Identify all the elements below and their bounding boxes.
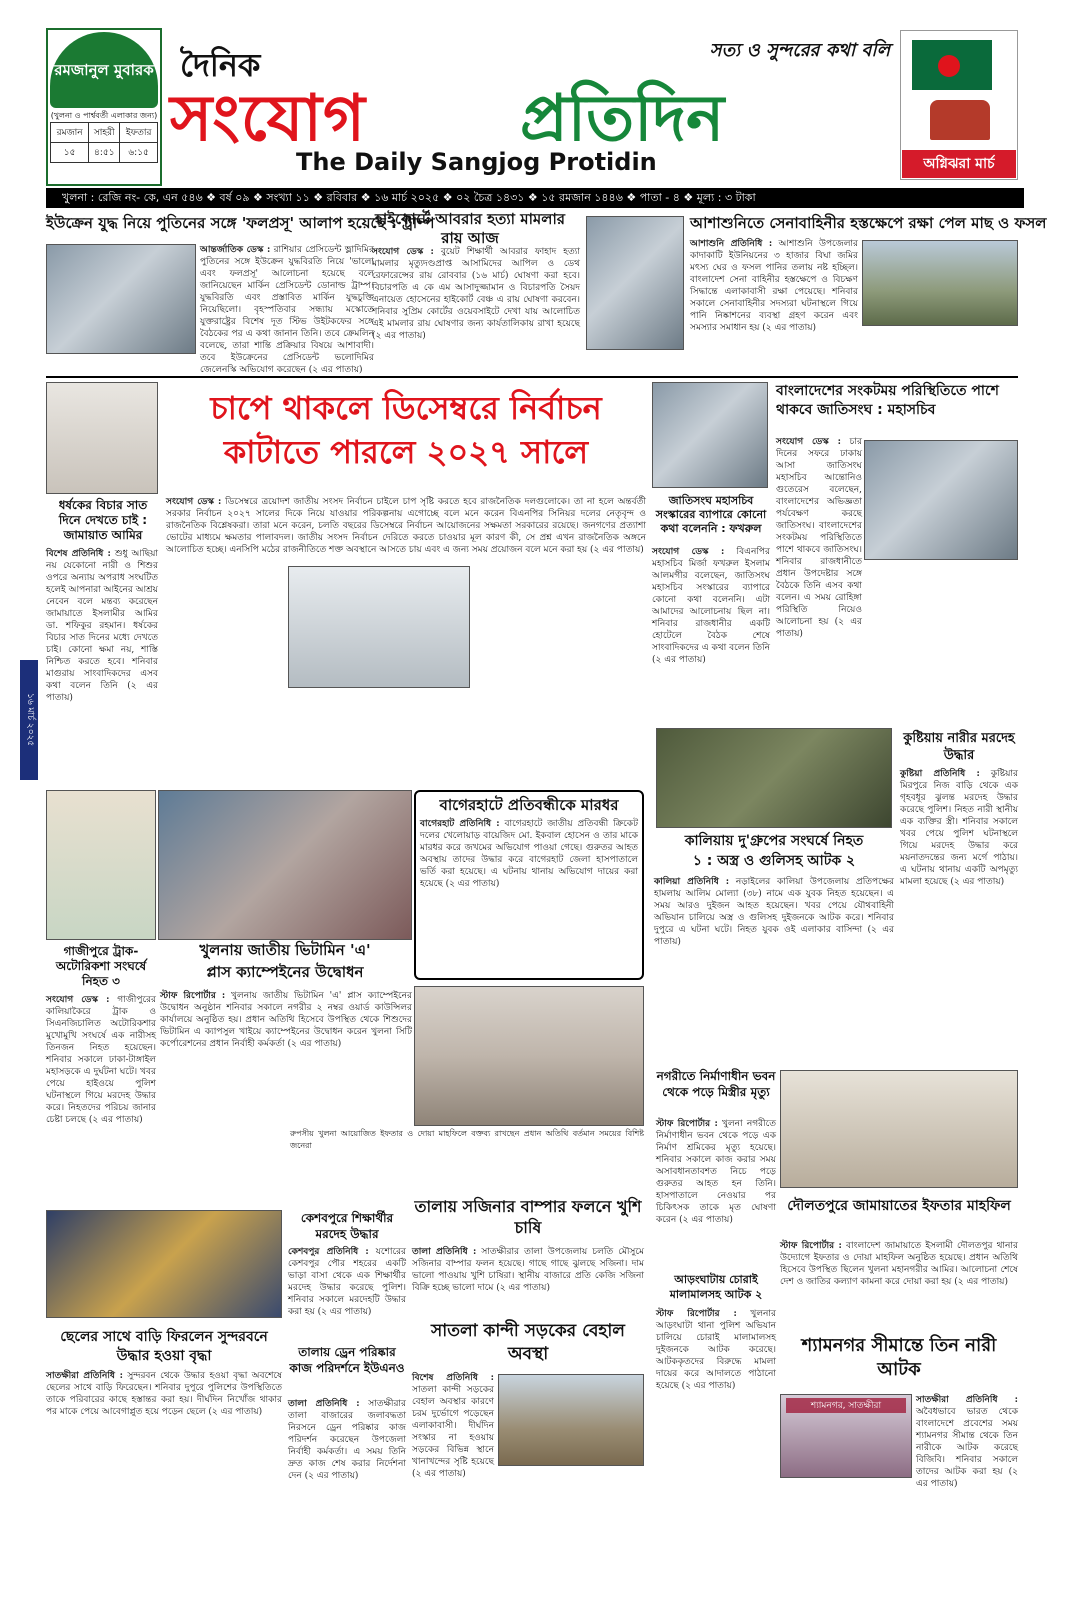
story-drain xyxy=(288,1398,406,1576)
story-sundarban-text: সুন্দরবন থেকে উদ্ধার হওয়া বৃদ্ধা অবশেষে ছেলের সাথে বাড়ি ফিরেছেন। শনিবার দুপুরে পুলিশের উপস্থিতিতে তাকে পরিবারের কাছে হস্তান্তর করা হয়। দীর্ঘদিন নিখোঁজ থাকার পর মাকে পেয়ে আবেগাপ্লুত হয়ে পড়েন ছেলে (২ এর পাতায়) xyxy=(46,1371,282,1417)
ramadan-header-iftar: ইফতার xyxy=(120,123,158,143)
caption-fakhrul: জাতিসংঘ মহাসচিব সংস্কারের ব্যাপারে কোনো কথা বলেননি : ফখরুল xyxy=(655,494,767,535)
story-rape-trial-text: শুধু আছিয়া নয় যেকোনো নারী ও শিশুর ওপরে অন্যায় অপরাধ সংঘটিত হলেই আপনারা আইনের আশ্রয় নেবেন বলে মন্তব্য করেছেন জামায়াতে ইসলামীর আমির ডা. শফিকুর রহমান। ধর্ষকের বিচার সাত দিনের মধ্যে দেখতে চাই। কোনো ক্ষমা নয়, শাস্তি নিশ্চিত করতে হবে। শনিবার মাগুরায় সাংবাদিকদের এসব কথা বলেন তিনি (২ এর পাতায়) xyxy=(46,549,158,703)
headline-army: আশাশুনিতে সেনাবাহিনীর হস্তক্ষেপে রক্ষা পেল মাছ ও ফসল xyxy=(690,214,1047,232)
story-fakhrul-text: বিএনপির মহাসচিব মির্জা ফখরুল ইসলাম আলমগীর বলেছেন, জাতিসংঘ মহাসচিব সংস্কারের ব্যাপারে কোনো কথা বলেননি। এটা আমাদের আলোচনায় ছিল না। শনিবার রাজধানীর একটি হোটেলে বৈঠক শেষে সাংবাদিকদের এ কথা বলেন তিনি (২ এর পাতায়) xyxy=(652,547,770,665)
story-trump-col1 xyxy=(200,244,374,375)
headline-gazipur: গাজীপুরে ট্রাক-অটোরিকশা সংঘর্ষে নিহত ৩ xyxy=(55,944,147,988)
ramadan-subtitle: (খুলনা ও পার্শ্ববর্তী এলাকার জন্য) xyxy=(50,111,158,120)
headline-rape-trial: ধর্ষকের বিচার সাত দিনে দেখতে চাই : জামায়াত আমির xyxy=(58,498,148,542)
story-kaliya xyxy=(654,876,894,1060)
photo-vitamin-drops xyxy=(158,790,412,940)
brand-name-english: The Daily Sangjog Protidin xyxy=(296,148,657,176)
story-army xyxy=(690,238,858,374)
story-shyamnagar-foot xyxy=(780,1482,1018,1576)
headline-keshabpur: কেশবপুরে শিক্ষার্থীর মরদেহ উদ্ধার xyxy=(300,1211,394,1241)
story-doulatpur xyxy=(780,1240,1018,1328)
headline-bagerhat: বাগেরহাটে প্রতিবন্ধীকে মারধর xyxy=(439,796,619,814)
story-rape-trial xyxy=(46,548,158,746)
ramadan-value-sehri: ৪:৫১ xyxy=(89,143,120,163)
byline-drain: তালা প্রতিনিধি : xyxy=(288,1399,360,1409)
story-keshabpur xyxy=(288,1246,406,1342)
byline-satla: বিশেষ প্রতিনিধি : xyxy=(412,1373,494,1383)
story-shyamnagar-text: অবৈধভাবে ভারত থেকে বাংলাদেশে প্রবেশের সময় শ্যামনগর সীমান্ত থেকে তিন নারীকে আটক করেছে বিজিবি। শনিবার সকালে তাদের আটক করা হয় (২ এর পাতায়) xyxy=(916,1407,1018,1489)
photo-putin-trump xyxy=(46,244,196,354)
brand-name-red: সংযোগ xyxy=(170,82,366,156)
ramadan-header-sehri: সাহরী xyxy=(89,123,120,143)
headline-highcourt: হাইকোর্টে আবরার হত্যা মামলার রায় আজ xyxy=(374,210,566,247)
ramadan-value-day: ১৫ xyxy=(51,143,89,163)
flag-disc-icon xyxy=(938,55,960,77)
story-trump-text: রাশিয়ার প্রেসিডেন্ট ভ্লাদিমির পুতিনের সঙ্গে ইউক্রেন যুদ্ধবিরতি নিয়ে 'ভালো এবং ফলপ্রসূ' আলোচনা হয়েছে বলে জানিয়েছেন মার্কিন প্রেসিডেন্ট ডোনাল্ড ট্রাম্প। যুদ্ধবিরতি এবং প্রস্তাবিত মার্কিন যুদ্ধচুক্তি নিয়েছিলো। বৃহস্পতিবার সন্ধ্যায় মস্কোতে যুক্তরাষ্ট্রের বিশেষ দূত স্টিভ উইটকফের সঙ্গে বৈঠকের পর এ কথা জানান তিনি। তবে ক্রেমলিন বলেছে, তারা শান্তি প্রক্রিয়ার বিষয়ে আশাবাদী। তবে ইউক্রেনের প্রেসিডেন্ট ভলোদিমির জেলেনস্কি অভিযোগ করেছেন (২ এর পাতায়) xyxy=(200,245,374,375)
byline-keshabpur: কেশবপুর প্রতিনিধি : xyxy=(288,1247,369,1257)
story-building xyxy=(656,1118,776,1268)
byline-kushtia: কুষ্টিয়া প্রতিনিধি : xyxy=(900,769,980,779)
story-arongghata-text: খুলনার আড়ংঘাটা থানা পুলিশ অভিযান চালিয়ে চোরাই মালামালসহ দুইজনকে আটক করেছে। আটককৃতদের বিরুদ্ধে মামলা দায়ের করে আদালতে পাঠানো হয়েছে (২ এর পাতায়) xyxy=(656,1309,776,1391)
byline-doulatpur: স্টাফ রিপোর্টার : xyxy=(780,1241,842,1251)
byline-lead: সংযোগ ডেস্ক : xyxy=(166,497,222,507)
story-vitamin xyxy=(160,990,412,1128)
story-gazipur-text: গাজীপুরের কালিয়াকৈরে ট্রাক ও সিএনজিচালিত অটোরিকশার মুখোমুখি সংঘর্ষে এক নারীসহ তিনজন নিহত হয়েছেন। শনিবার সকালে ঢাকা-টাঙ্গাইল মহাসড়কে এ দুর্ঘটনা ঘটে। খবর পেয়ে হাইওয়ে পুলিশ ঘটনাস্থলে গিয়ে মরদেহ উদ্ধার করে। নিহতদের পরিচয় জানার চেষ্টা চলছে (২ এর পাতায়) xyxy=(46,995,156,1125)
headline-vitamin-1: খুলনায় জাতীয় ভিটামিন 'এ' xyxy=(199,941,371,959)
story-kushtia xyxy=(900,768,1018,1060)
headline-drain: তালায় ড্রেন পরিষ্কার কাজ পরিদর্শনে ইউএনও xyxy=(289,1345,405,1375)
headline-building: নগরীতে নির্মাণাধীন ভবন থেকে পড়ে মিস্ত্রীর মৃত্যু xyxy=(656,1069,776,1099)
headline-kushtia: কুষ্টিয়ায় নারীর মরদেহ উদ্ধার xyxy=(903,731,1015,763)
photo-doulatpur-iftar xyxy=(780,1070,1018,1188)
ramadan-header-day: রমজান xyxy=(51,123,89,143)
story-drain-text: সাতক্ষীরার তালা বাজারের জলাবদ্ধতা নিরসনে ড্রেন পরিষ্কার কাজ পরিদর্শন করেছেন উপজেলা নির্বাহী কর্মকর্তা। এ সময় তিনি দ্রুত কাজ শেষ করার নির্দেশনা দেন (২ এর পাতায়) xyxy=(288,1399,406,1481)
byline-shyamnagar: সাতক্ষীরা প্রতিনিধি : xyxy=(916,1395,1018,1405)
byline-army: আশাশুনি প্রতিনিধি : xyxy=(690,239,773,249)
lead-headline-line1: চাপে থাকলে ডিসেম্বরে নির্বাচন xyxy=(210,389,602,427)
byline-kaliya: কালিয়া প্রতিনিধি : xyxy=(654,877,730,887)
headline-arongghata: আড়ংঘাটায় চোরাই মালামালসহ আটক ২ xyxy=(669,1273,763,1301)
byline-sundarban: সাতক্ষীরা প্রতিনিধি : xyxy=(46,1371,123,1381)
story-army-text: আশাশুনি উপজেলার কাদাকাটি ইউনিয়নের ৩ হাজার বিঘা জমির মৎস্য ঘের ও ফসল পানির তলায় নষ্ট হচ্ছিল। বাংলাদেশ সেনা বাহিনীর হস্তক্ষেপে ও বিচক্ষণ সিদ্ধান্তে এলাকাবাসী রক্ষা পেয়েছে। শনিবার সকালে সেনাবাহিনীর সদস্যরা ঘটনাস্থলে গিয়ে পানি নিষ্কাশনের ব্যবস্থা গ্রহণ করেন এবং সমস্যার সমাধান হয় (২ এর পাতায়) xyxy=(690,239,858,333)
story-tala xyxy=(412,1246,644,1316)
story-highcourt-text: বুয়েট শিক্ষার্থী আবরার ফাহাদ হত্যা মামলার মৃত্যুদণ্ডপ্রাপ্ত আসামিদের আপিল ও ডেথ রেফারেন্সের রায় রোববার (১৬ মার্চ) ঘোষণা করা হবে। বিচারপতি এ কে এম আসাদুজ্জামান ও বিচারপতি সৈয়দ এনায়েত হোসেনের হাইকোর্ট বেঞ্চ এ রায় ঘোষণা করবেন। শনিবার সুপ্রিম কোর্টের ওয়েবসাইটে দেখা যায় আলোচিত এই মামলার রায় ঘোষণার জন্য কার্যতালিকায় রাখা হয়েছে (২ এর পাতায়) xyxy=(372,247,580,341)
headline-trump: ইউক্রেন যুদ্ধ নিয়ে পুতিনের সঙ্গে 'ফলপ্রসূ' আলাপ হয়েছে : ট্রাম্প xyxy=(46,214,435,232)
photo-embankment xyxy=(862,240,1018,326)
story-lead-top xyxy=(166,496,646,560)
lead-headline-line2: কাটাতে পারলে ২০২৭ সালে xyxy=(223,433,589,471)
photo-satla-road xyxy=(498,1374,644,1466)
photo-abrar xyxy=(586,216,684,350)
headline-kaliya-1: কালিয়ায় দু'গ্রুপের সংঘর্ষে নিহত xyxy=(684,833,864,849)
byline-rape-trial: বিশেষ প্রতিনিধি : xyxy=(46,549,111,559)
byline-highcourt: সংযোগ ডেস্ক : xyxy=(372,247,434,257)
march-label: অগ্নিঝরা মার্চ xyxy=(902,150,1016,178)
story-kushtia-text: কুষ্টিয়ার মিরপুরে নিজ বাড়ি থেকে এক গৃহবধূর ঝুলন্ত মরদেহ উদ্ধার করেছে পুলিশ। নিহত নারী স্থানীয় এক ব্যক্তির স্ত্রী। শনিবার সকালে খবর পেয়ে পুলিশ ঘটনাস্থলে গিয়ে মরদেহ উদ্ধার করে ময়নাতদন্তের জন্য মর্গে পাঠায়। এ ঘটনায় থানায় একটি অপমৃত্যু মামলা হয়েছে (২ এর পাতায়) xyxy=(900,769,1018,887)
ramadan-title: রমজানুল মুবারক xyxy=(54,61,154,79)
headline-satla: সাতলা কান্দী সড়কের বেহাল অবস্থা xyxy=(431,1321,625,1364)
headline-shyamnagar: শ্যামনগর সীমান্তে তিন নারী আটক xyxy=(801,1335,997,1380)
photo-label-shyamnagar: শ্যামনগর, সাতক্ষীরা xyxy=(786,1398,906,1413)
photo-kaliya-arrest xyxy=(656,728,892,828)
story-un-col1 xyxy=(776,436,862,639)
story-keshabpur-text: যশোরের কেশবপুর পৌর শহরের একটি ভাড়া বাসা থেকে এক শিক্ষার্থীর মরদেহ উদ্ধার করেছে পুলিশ। শনিবার সকালে মরদেহটি উদ্ধার করা হয় (২ এর পাতায়) xyxy=(288,1247,406,1317)
byline-building: স্টাফ রিপোর্টার : xyxy=(656,1119,718,1129)
story-doulatpur-text: বাংলাদেশ জামায়াতে ইসলামী দৌলতপুর থানার উদ্যোগে ইফতার ও দোয়া মাহফিল অনুষ্ঠিত হয়েছে। প্রধান অতিথি হিসেবে উপস্থিত ছিলেন খুলনা মহানগরীর আমির। আলোচনা শেষে দেশ ও জাতির কল্যাণ কামনা করে দোয়া করা হয় (২ এর পাতায়) xyxy=(780,1241,1018,1287)
byline-vitamin: স্টাফ রিপোর্টার : xyxy=(160,991,226,1001)
caption-iftar: রুপসীয় খুলনা আয়োজিত ইফতার ও দোয়া মাহফিলে বক্তব্য রাখছেন প্রধান অতিথি বর্তমান সময়ের বিশিষ্ট জনেরা xyxy=(290,1129,644,1150)
story-satla-text: সাতলা কান্দী সড়কের বেহাল অবস্থার কারণে চরম দুর্ভোগে পড়েছেন এলাকাবাসী। দীর্ঘদিন সংস্কার না হওয়ায় সড়কের বিভিন্ন স্থানে খানাখন্দের সৃষ্টি হয়েছে (২ এর পাতায়) xyxy=(412,1385,494,1479)
story-arongghata xyxy=(656,1308,776,1578)
headline-doulatpur: দৌলতপুরে জামায়াতের ইফতার মাহফিল xyxy=(787,1198,1011,1214)
side-date-strip: ১৬ মার্চ ২০২৫ xyxy=(20,660,38,780)
story-shyamnagar xyxy=(916,1394,1018,1489)
byline-fakhrul: সংযোগ ডেস্ক : xyxy=(652,547,725,557)
story-fakhrul xyxy=(652,546,770,746)
story-kaliya-text: নড়াইলের কালিয়া উপজেলায় প্রতিপক্ষের হামলায় আলিম মোল্যা (৩৮) নামে এক যুবক নিহত হয়েছেন। এ সময় আরও দুইজন আহত হয়েছেন। খবর পেয়ে যৌথবাহিনী অভিযান চালিয়ে অস্ত্র ও গুলিসহ দুইজনকে আটক করে। শনিবার দুপুরে এ ঘটনা ঘটে। নিহত যুবক ওই এলাকার বাসিন্দা (২ এর পাতায়) xyxy=(654,877,894,947)
byline-gazipur: সংযোগ ডেস্ক : xyxy=(46,995,110,1005)
story-lead-left xyxy=(166,560,284,746)
story-un-text: চার দিনের সফরে ঢাকায় আসা জাতিসংঘ মহাসচিব আন্তোনিও গুতেরেস বলেছেন, বাংলাদেশের অভিজ্ঞতা পর্যবেক্ষণ করছে জাতিসংঘ। বাংলাদেশের সংকটময় পরিস্থিতিতে পাশে থাকবে জাতিসংঘ। শনিবার রাজধানীতে প্রধান উপদেষ্টার সঙ্গে বৈঠকে তিনি এসব কথা বলেন। এ সময় রোহিঙ্গা পরিস্থিতি নিয়েও আলোচনা হয় (২ এর পাতায়) xyxy=(776,437,862,639)
story-building-text: খুলনা নগরীতে নির্মাণাধীন ভবন থেকে পড়ে এক নির্মাণ শ্রমিকের মৃত্যু হয়েছে। শনিবার সকালে কাজ করার সময় অসাবধানতাবশত নিচে পড়ে গুরুতর আহত হন তিনি। হাসপাতালে নেওয়ার পর চিকিৎসক তাকে মৃত ঘোষণা করেন (২ এর পাতায়) xyxy=(656,1119,776,1225)
story-gazipur xyxy=(46,994,156,1208)
headline-tala: তালায় সজিনার বাম্পার ফলনে খুশি চাষি xyxy=(414,1197,642,1237)
story-bagerhat xyxy=(420,818,638,976)
photo-vitamin-event xyxy=(46,790,156,940)
story-lead-text: ডিসেম্বরে ত্রয়োদশ জাতীয় সংসদ নির্বাচন চাইলে চাপ সৃষ্টি করতে হবে রাজনৈতিক দলগুলোকে। তা না হলে অন্তর্বর্তী সরকার নির্বাচন ২০২৭ সালের দিকে নিয়ে যাওয়ার পরিকল্পনায় এগোচ্ছে বলে মনে করেন বিএনপির সিনিয়র দলের নেতৃবৃন্দ ও রাজনৈতিক বিশ্লেষকরা। তারা মনে করেন, চলতি বছরের ডিসেম্বরে নির্বাচন আয়োজনের সক্ষমতা সরকারের রয়েছে। জনগণের প্রত্যাশা ভোটের মাধ্যমে ক্ষমতার পালাবদল। জাতীয় সংসদ নির্বাচন দেরিতে করতে চাওয়ার মূল কারণ কী, সে প্রশ্ন এখন রাজনৈতিক অঙ্গনে আলোচিত হচ্ছে। এনসিপি মঠের রাজনীতিতে শক্ত অবস্থানে আসতে চায় এবং এ জন্য সময় প্রয়োজন বলে মনে করা হয় (২ এর পাতায়) xyxy=(166,497,646,555)
headline-un: বাংলাদেশের সংকটময় পরিস্থিতিতে পাশে থাকবে জাতিসংঘ : মহাসচিব xyxy=(776,383,999,418)
ramadan-value-iftar: ৬:১৫ xyxy=(120,143,158,163)
issue-info-bar: খুলনা : রেজি নং- কে, এন ৫৪৬ ❖ বর্ষ ০৯ ❖ সংখ্যা ১১ ❖ রবিবার ❖ ১৬ মার্চ ২০২৫ ❖ ০২ চৈত্র ১৪৩১ ❖ ১৫ রমজান ১৪৪৬ ❖ পাতা - ৪ ❖ মূল্য : ৩ টাকা xyxy=(46,188,1024,208)
photo-jamaat-amir xyxy=(46,382,158,494)
photo-fakhrul xyxy=(652,382,768,488)
ramadan-timetable xyxy=(50,122,158,163)
story-satla-foot xyxy=(412,1470,644,1576)
brand-name-green: প্রতিদিন xyxy=(520,82,725,156)
headline-sundarban: ছেলের সাথে বাড়ি ফিরলেন সুন্দরবনে উদ্ধার হওয়া বৃদ্ধা xyxy=(60,1329,268,1364)
story-lead-right xyxy=(476,560,646,746)
raised-fist-icon xyxy=(930,100,990,140)
headline-vitamin-2: প্লাস ক্যাম্পেইনের উদ্বোধন xyxy=(206,963,364,981)
byline-trump: আন্তর্জাতিক ডেস্ক : xyxy=(200,245,271,255)
story-highcourt xyxy=(372,246,580,374)
photo-iftar-event xyxy=(414,986,644,1126)
photo-sundarban-elder xyxy=(46,1210,282,1318)
story-sundarban xyxy=(46,1370,282,1576)
story-tala-text: সাতক্ষীরার তালা উপজেলায় চলতি মৌসুমে সজিনার বাম্পার ফলন হয়েছে। গাছে গাছে ঝুলছে সজিনা। দাম ভালো পাওয়ায় খুশি চাষিরা। স্থানীয় বাজারে প্রতি কেজি সজিনা বিক্রি হচ্ছে ভালো দামে (২ এর পাতায়) xyxy=(412,1247,644,1293)
story-trump-foot xyxy=(46,356,374,374)
story-bagerhat-text: বাগেরহাটে জাতীয় প্রতিবন্ধী ক্রিকেট দলের খেলোয়াড় বায়েজিদ মো. ইকবাল হোসেন ও তার মাকে মারধর করে জখমের অভিযোগ পাওয়া গেছে। গুরুতর আহত অবস্থায় তাদের উদ্ধার করে বাগেরহাট জেলা হাসপাতালে ভর্তি করা হয়েছে। এ ঘটনায় থানায় অভিযোগ দায়ের করা হয়েছে (২ এর পাতায়) xyxy=(420,819,638,889)
photo-guterres xyxy=(864,440,1018,560)
story-satla xyxy=(412,1372,494,1479)
photo-ballot-box xyxy=(288,566,470,688)
byline-bagerhat: বাগেরহাট প্রতিনিধি : xyxy=(420,819,500,829)
tagline: সত্য ও সুন্দরের কথা বলি xyxy=(709,40,890,61)
byline-un: সংযোগ ডেস্ক : xyxy=(776,437,841,447)
section-divider xyxy=(46,376,1018,378)
byline-arongghata: স্টাফ রিপোর্টার : xyxy=(656,1309,737,1319)
byline-tala: তালা প্রতিনিধি : xyxy=(412,1247,477,1257)
story-vitamin-text: খুলনায় জাতীয় ভিটামিন 'এ' প্লাস ক্যাম্পেইনের উদ্বোধন অনুষ্ঠান শনিবার সকালে নগরীর ২ নম্বর ওয়ার্ড কাউন্সিলর কার্যালয়ে অনুষ্ঠিত হয়। প্রধান অতিথি হিসেবে উপস্থিত থেকে শিশুদের ভিটামিন এ ক্যাপসুল খাইয়ে ক্যাম্পেইনের উদ্বোধন করেন খুলনা সিটি কর্পোরেশনের প্রধান নির্বাহী কর্মকর্তা (২ এর পাতায়) xyxy=(160,991,412,1049)
headline-kaliya-2: ১ : অস্ত্র ও গুলিসহ আটক ২ xyxy=(692,853,856,869)
brand-prefix: দৈনিক xyxy=(180,46,261,84)
